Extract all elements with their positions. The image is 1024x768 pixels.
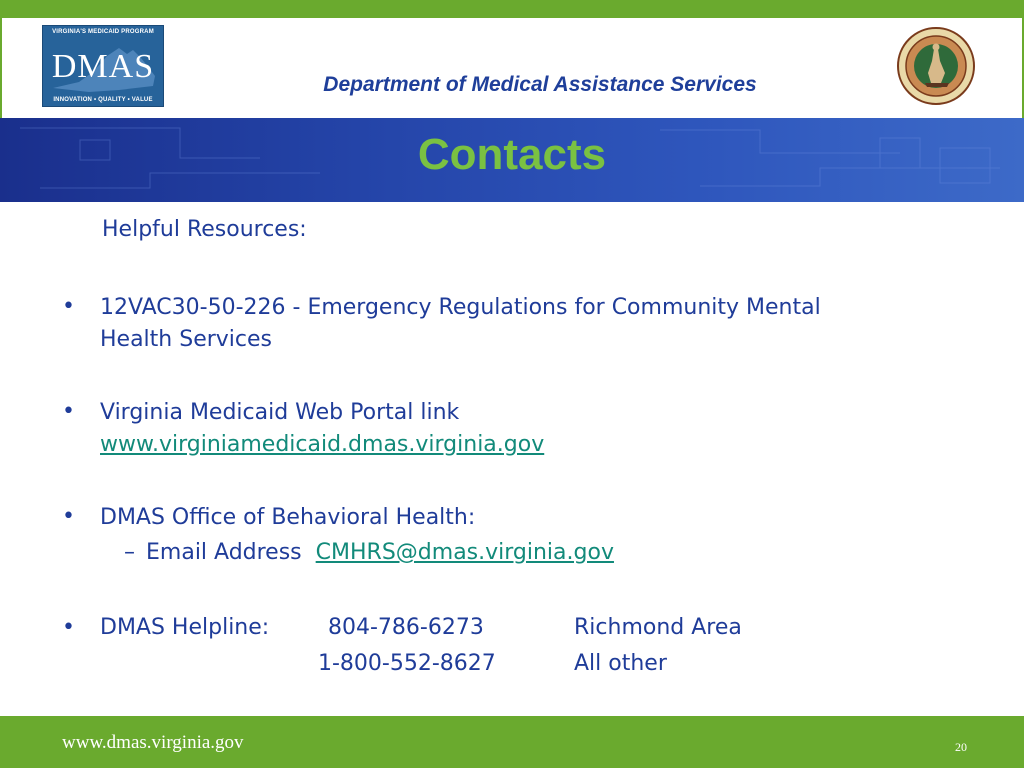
bullet-icon: • — [62, 615, 75, 640]
list-item-behavioral-health: DMAS Office of Behavioral Health: — [100, 505, 476, 530]
helpline-phone-richmond: 804-786-6273 — [328, 615, 484, 640]
department-title: Department of Medical Assistance Services — [323, 73, 757, 96]
title-banner — [0, 118, 1024, 202]
state-seal-icon — [897, 27, 975, 105]
item-text: Health Services — [100, 327, 273, 352]
footer-bar — [0, 716, 1024, 768]
helpline-area-richmond: Richmond Area — [574, 615, 742, 640]
bullet-icon: • — [62, 294, 75, 319]
item-text: 12VAC30-50-226 - Emergency Regulations for Community Mental — [100, 295, 821, 320]
page-number: 20 — [955, 740, 967, 754]
top-green-bar — [0, 0, 1024, 18]
logo-wordmark: DMAS — [51, 48, 155, 85]
dmas-logo — [42, 25, 164, 107]
email-link[interactable]: CMHRS@dmas.virginia.gov — [315, 540, 614, 565]
dash-icon: – — [124, 540, 135, 565]
sub-item-email — [146, 540, 614, 565]
email-label: Email Address — [146, 540, 302, 565]
footer-url: www.dmas.virginia.gov — [62, 732, 244, 753]
bullet-icon: • — [62, 504, 75, 529]
helpline-phone-other: 1-800-552-8627 — [318, 651, 496, 676]
slide-body — [0, 202, 1024, 716]
helpline-label: DMAS Helpline: — [100, 615, 270, 640]
list-item-regulations — [100, 292, 980, 356]
list-item-web-portal — [100, 397, 980, 461]
helpline-area-other: All other — [574, 651, 667, 676]
logo-top-text: VIRGINIA'S MEDICAID PROGRAM — [52, 29, 154, 35]
bullet-icon: • — [62, 399, 75, 424]
web-portal-link[interactable]: www.virginiamedicaid.dmas.virginia.gov — [100, 432, 545, 457]
logo-bottom-text: INNOVATION • QUALITY • VALUE — [53, 97, 153, 103]
section-heading: Helpful Resources: — [102, 217, 307, 242]
item-text: Virginia Medicaid Web Portal link — [100, 400, 460, 425]
slide-title: Contacts — [417, 130, 607, 179]
